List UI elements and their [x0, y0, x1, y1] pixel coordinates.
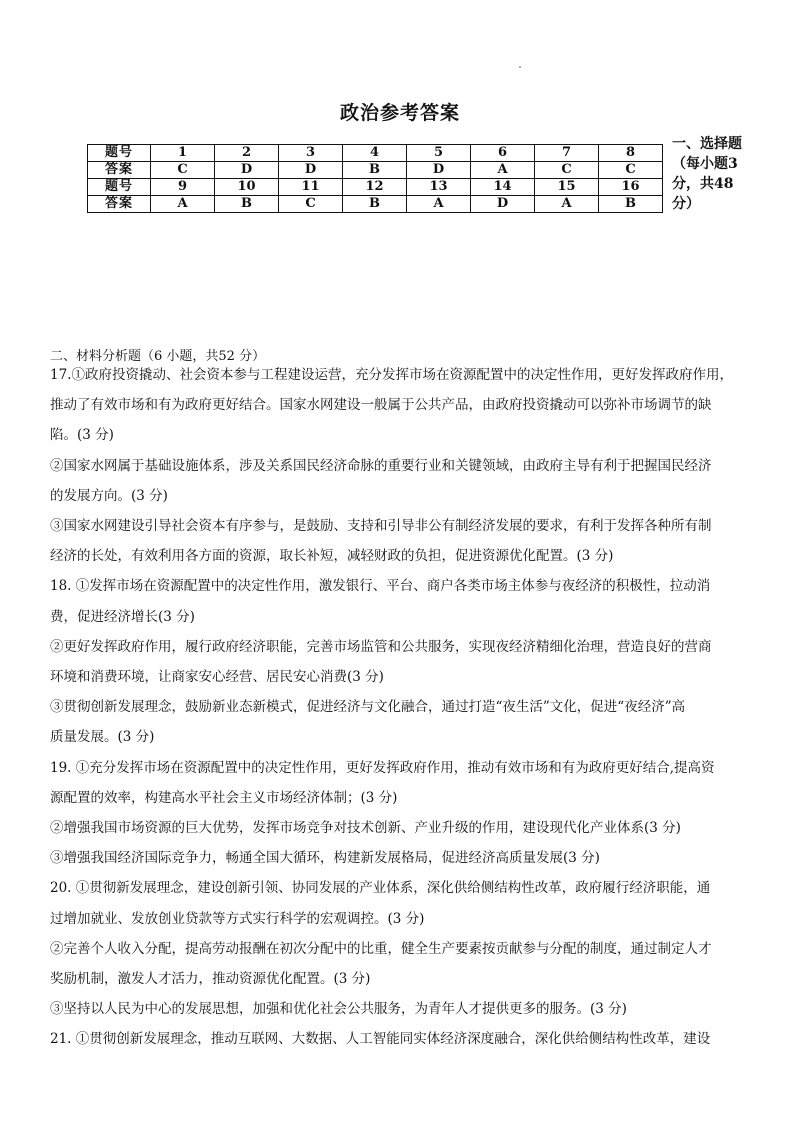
scan-dot: [519, 66, 521, 68]
answer-line: 过增加就业、发放创业贷款等方式实行科学的宏观调控。(3 分): [50, 910, 425, 927]
answer-table-cell: C: [279, 196, 343, 213]
answer-table-row: [88, 162, 663, 179]
answer-table-cell: C: [151, 162, 215, 179]
answer-line: 20. ①贯彻新发展理念，建设创新引领、协同发展的产业体系，深化供给侧结构性改革，政府履行经济职能，通: [50, 880, 711, 897]
row-header: 题号: [88, 179, 151, 196]
answer-table-cell: B: [599, 196, 663, 213]
answer-table-cell: 16: [599, 179, 663, 196]
row-header: 题号: [88, 145, 151, 162]
answer-table: [87, 144, 663, 213]
answer-table-cell: 4: [343, 145, 407, 162]
answer-table-cell: 3: [279, 145, 343, 162]
row-header: 答案: [88, 196, 151, 213]
answer-line: 17.①政府投资撬动、社会资本参与工程建设运营，充分发挥市场在资源配置中的决定性作用，更好发挥政府作用，: [50, 367, 733, 383]
choice-note-line: （每小题3: [672, 156, 738, 172]
answer-line: 环境和消费环境，让商家安心经营、居民安心消费(3 分): [50, 669, 384, 686]
answer-table-cell: 13: [407, 179, 471, 196]
answer-body: [50, 360, 765, 1055]
answer-table-cell: B: [215, 196, 279, 213]
section-heading: 二、材料分析题（6 小题，共52 分）: [50, 349, 266, 364]
answer-line: 18. ①发挥市场在资源配置中的决定性作用，激发银行、平台、商户各类市场主体参与夜经济的积极性，拉动消: [50, 578, 711, 595]
answer-table-cell: C: [599, 162, 663, 179]
answer-table-row: [88, 145, 663, 162]
answer-line: ③坚持以人民为中心的发展思想，加强和优化社会公共服务，为青年人才提供更多的服务。(3 分): [50, 1001, 627, 1018]
page-title: 政治参考答案: [339, 102, 460, 124]
answer-line: 推动了有效市场和有为政府更好结合。国家水网建设一般属于公共产品，由政府投资撬动可以弥补市场调节的缺: [50, 397, 712, 414]
answer-line: 费，促进经济增长(3 分): [50, 608, 195, 625]
answer-line: 21. ①贯彻创新发展理念，推动互联网、大数据、人工智能同实体经济深度融合，深化供给侧结构性改革，建设: [50, 1031, 711, 1048]
answer-line: 奖励机制，激发人才活力，推动资源优化配置。(3 分): [50, 971, 371, 988]
answer-table-cell: 10: [215, 179, 279, 196]
answer-table-cell: 7: [535, 145, 599, 162]
answer-table-cell: D: [471, 196, 535, 213]
answer-table-cell: 9: [151, 179, 215, 196]
answer-line: 的发展方向。(3 分): [50, 487, 168, 504]
answer-table-cell: 2: [215, 145, 279, 162]
answer-line: 源配置的效率，构建高水平社会主义市场经济体制；(3 分): [50, 789, 398, 806]
answer-line: ③国家水网建设引导社会资本有序参与，是鼓励、支持和引导非公有制经济发展的要求，有利于发挥各种所有制: [50, 518, 712, 535]
answer-table-cell: 1: [151, 145, 215, 162]
answer-table-cell: D: [215, 162, 279, 179]
answer-line: ②完善个人收入分配，提高劳动报酬在初次分配中的比重，健全生产要素按贡献参与分配的制度，通过制定人才: [50, 940, 712, 957]
choice-note-line: 分）: [672, 196, 700, 212]
answer-table-cell: D: [279, 162, 343, 179]
answer-table-cell: 6: [471, 145, 535, 162]
answer-table-cell: D: [407, 162, 471, 179]
answer-line: 陷。(3 分): [50, 427, 114, 444]
answer-table-cell: 15: [535, 179, 599, 196]
choice-section-note: [672, 134, 742, 214]
answer-table-cell: 5: [407, 145, 471, 162]
answer-table-cell: 11: [279, 179, 343, 196]
answer-line: ②国家水网属于基础设施体系，涉及关系国民经济命脉的重要行业和关键领域，由政府主导有利于把握国民经济: [50, 457, 712, 474]
answer-line: ②增强我国市场资源的巨大优势，发挥市场竞争对技术创新、产业升级的作用，建设现代化产业体系(3 分): [50, 820, 681, 837]
answer-line: 质量发展。(3 分): [50, 729, 155, 746]
answer-table-cell: B: [343, 196, 407, 213]
answer-line: ③贯彻创新发展理念，鼓励新业态新模式，促进经济与文化融合，通过打造“夜生活”文化，促进“夜经济”高: [50, 699, 686, 716]
answer-table-cell: A: [535, 196, 599, 213]
choice-note-line: 分，共48: [672, 176, 734, 192]
answer-table-cell: C: [535, 162, 599, 179]
choice-note-line: 一、选择题: [672, 136, 742, 152]
answer-table-cell: A: [471, 162, 535, 179]
answer-table-cell: 8: [599, 145, 663, 162]
answer-line: 19. ①充分发挥市场在资源配置中的决定性作用，更好发挥政府作用，推动有效市场和有为政府更好结合,提高资: [50, 759, 715, 776]
answer-table-row: [88, 179, 663, 196]
answer-line: ③增强我国经济国际竞争力，畅通全国大循环，构建新发展格局，促进经济高质量发展(3 分): [50, 850, 600, 867]
row-header: 答案: [88, 162, 151, 179]
answer-table-cell: A: [407, 196, 471, 213]
answer-line: ②更好发挥政府作用，履行政府经济职能，完善市场监管和公共服务，实现夜经济精细化治理，营造良好的营商: [50, 638, 712, 655]
answer-table-cell: B: [343, 162, 407, 179]
answer-table-cell: 12: [343, 179, 407, 196]
answer-table-cell: A: [151, 196, 215, 213]
answer-table-row: [88, 196, 663, 213]
answer-table-cell: 14: [471, 179, 535, 196]
answer-line: 经济的长处，有效利用各方面的资源，取长补短，减轻财政的负担，促进资源优化配置。(3 分): [50, 548, 614, 565]
